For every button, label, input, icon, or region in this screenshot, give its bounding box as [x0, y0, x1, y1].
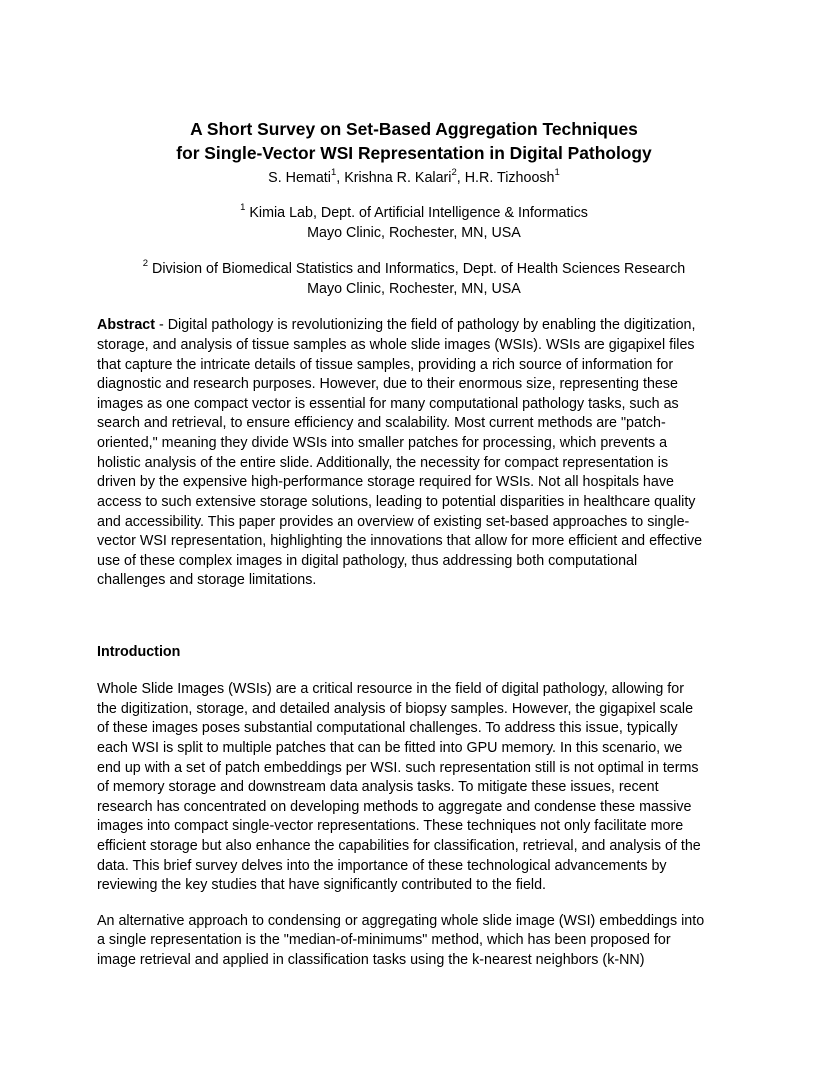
abstract-line: access to such extensive storage solutions, leading to potential disparities in healthcare quality [97, 494, 696, 510]
author-name: S. Hemati [268, 170, 331, 186]
intro-line: research has concentrated on developing methods to aggregate and condense these massive [97, 799, 692, 815]
author-name: H.R. Tizhoosh [464, 170, 555, 186]
abstract-line: holistic analysis of the entire slide. Additionally, the necessity for compact representation is [97, 455, 669, 471]
affiliation-marker: 1 [554, 167, 560, 179]
intro-line: images into compact single-vector representations. These techniques not only facilitate more [97, 818, 684, 834]
intro-line: image retrieval and applied in classification tasks using the k-nearest neighbors (k-NN) [97, 952, 645, 968]
affiliation-1-line-2: Mayo Clinic, Rochester, MN, USA [307, 225, 521, 241]
affiliation-text: Division of Biomedical Statistics and Informatics, Dept. of Health Sciences Research [148, 261, 686, 277]
affiliation-2-line-2: Mayo Clinic, Rochester, MN, USA [307, 281, 521, 297]
abstract-line: search and retrieval, to ensure efficiency and scalability. Most current methods are "patch- [97, 415, 666, 431]
affiliation-marker: 2 [451, 167, 457, 179]
affiliation-marker: 1 [330, 167, 337, 179]
author-name: Krishna R. Kalari [344, 170, 452, 186]
abstract-line: storage, and analysis of tissue samples as whole slide images (WSIs). WSIs are gigapixel files [97, 337, 695, 353]
paper-title-line-1: A Short Survey on Set-Based Aggregation Techniques [190, 119, 638, 139]
intro-line: reviewing the key studies that have significantly contributed to the field. [97, 877, 547, 893]
author-separator: , [456, 170, 465, 186]
intro-line: Whole Slide Images (WSIs) are a critical resource in the field of digital pathology, allowing for [97, 681, 684, 697]
author-list [0, 168, 828, 188]
abstract-line [97, 315, 695, 335]
intro-line: end up with a set of patch embeddings per WSI. such representation still is not optimal in terms [97, 760, 699, 776]
intro-line: of memory storage and downstream data analysis tasks. To mitigate these issues, recent [97, 779, 659, 795]
abstract-text: - Digital pathology is revolutionizing the field of pathology by enabling the digitization, [155, 317, 696, 333]
abstract-line: driven by the expensive high-performance storage required for WSIs. Not all hospitals have [97, 474, 674, 490]
intro-line: the digitization, storage, and detailed analysis of biopsy samples. However, the gigapixel scale [97, 701, 694, 717]
abstract-line: that capture the intricate details of tissue samples, providing a rich source of information for [97, 357, 674, 373]
abstract-line: and accessibility. This paper provides an overview of existing set-based approaches to single- [97, 514, 690, 530]
affiliation-marker: 1 [240, 202, 246, 214]
affiliation-1-line-1 [0, 203, 828, 223]
affiliation-text: Kimia Lab, Dept. of Artificial Intelligence & Informatics [245, 205, 588, 221]
intro-line: a single representation is the "median-of-minimums" method, which has been proposed for [97, 932, 671, 948]
abstract-line: oriented," meaning they divide WSIs into smaller patches for processing, which prevents a [97, 435, 668, 451]
affiliation-marker: 2 [142, 258, 149, 270]
section-heading-introduction: Introduction [97, 644, 181, 660]
intro-line: efficient storage but also enhance the capabilities for classification, retrieval, and analysis of the [97, 838, 701, 854]
author-separator: , [336, 170, 345, 186]
affiliation-2-line-1 [0, 259, 828, 279]
abstract-line: use of these complex images in digital pathology, thus addressing both computational [97, 553, 638, 569]
abstract-line: vector WSI representation, highlighting the innovations that allow for more efficient and effective [97, 533, 703, 549]
intro-line: data. This brief survey delves into the importance of these technological advancements by [97, 858, 667, 874]
abstract-line: diagnostic and research purposes. However, due to their enormous size, representing these [97, 376, 678, 392]
intro-line: each WSI is split to multiple patches that can be fitted into GPU memory. In this scenario, we [97, 740, 683, 756]
intro-line: of these images poses substantial computational challenges. To address this issue, typically [97, 720, 678, 736]
intro-line: An alternative approach to condensing or aggregating whole slide image (WSI) embeddings into [97, 913, 705, 929]
abstract-line: challenges and storage limitations. [97, 572, 317, 588]
abstract-label: Abstract [97, 317, 155, 333]
abstract-line: images as one compact vector is essential for many computational pathology tasks, such as [97, 396, 679, 412]
paper-title-line-2: for Single-Vector WSI Representation in Digital Pathology [176, 143, 652, 163]
